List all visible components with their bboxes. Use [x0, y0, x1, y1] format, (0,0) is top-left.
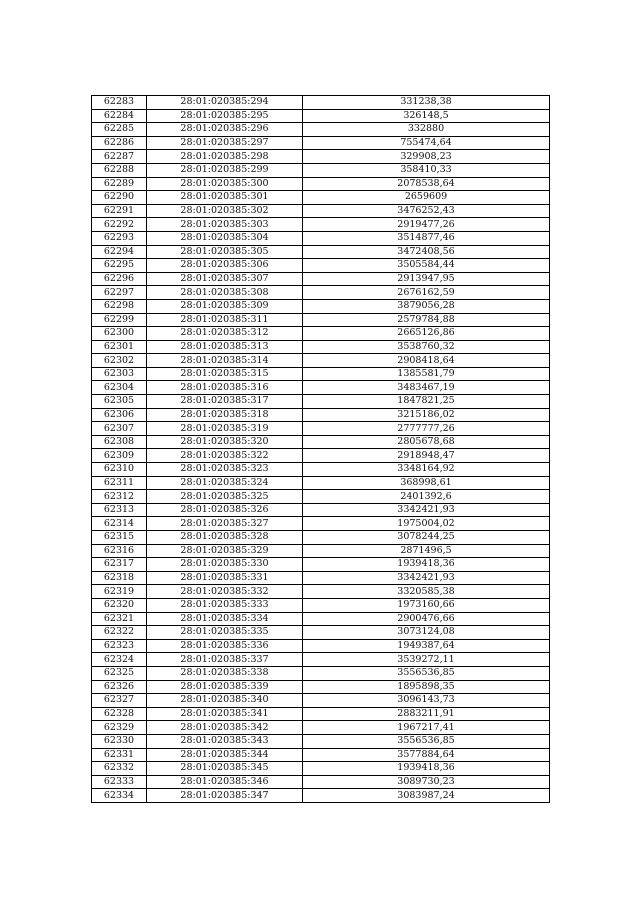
value-cell: 3514877,46 — [303, 231, 550, 245]
row-number-cell: 62298 — [92, 299, 147, 313]
cadastral-number-cell: 28:01:020385:340 — [147, 694, 303, 708]
table-row — [92, 476, 550, 490]
table-row — [92, 503, 550, 517]
cadastral-number-cell: 28:01:020385:299 — [147, 163, 303, 177]
value-cell: 3342421,93 — [303, 571, 550, 585]
value-cell: 2900476,66 — [303, 612, 550, 626]
cadastral-number-cell: 28:01:020385:341 — [147, 707, 303, 721]
row-number-cell: 62305 — [92, 395, 147, 409]
table-row — [92, 395, 550, 409]
cadastral-number-cell: 28:01:020385:346 — [147, 775, 303, 789]
value-cell: 1967217,41 — [303, 721, 550, 735]
value-cell: 1895898,35 — [303, 680, 550, 694]
row-number-cell: 62297 — [92, 286, 147, 300]
table-row — [92, 245, 550, 259]
row-number-cell: 62304 — [92, 381, 147, 395]
row-number-cell: 62308 — [92, 435, 147, 449]
cadastral-number-cell: 28:01:020385:317 — [147, 395, 303, 409]
row-number-cell: 62320 — [92, 598, 147, 612]
table-row — [92, 299, 550, 313]
table-row — [92, 422, 550, 436]
row-number-cell: 62327 — [92, 694, 147, 708]
row-number-cell: 62283 — [92, 96, 147, 110]
table-row — [92, 598, 550, 612]
value-cell: 3556536,85 — [303, 666, 550, 680]
cadastral-number-cell: 28:01:020385:300 — [147, 177, 303, 191]
value-cell: 2659609 — [303, 191, 550, 205]
value-cell: 1949387,64 — [303, 639, 550, 653]
table-row — [92, 748, 550, 762]
row-number-cell: 62290 — [92, 191, 147, 205]
row-number-cell: 62315 — [92, 531, 147, 545]
value-cell: 2665126,86 — [303, 327, 550, 341]
value-cell: 2908418,64 — [303, 354, 550, 368]
table-row — [92, 585, 550, 599]
table-row — [92, 490, 550, 504]
table-row — [92, 96, 550, 110]
cadastral-number-cell: 28:01:020385:345 — [147, 762, 303, 776]
table-row — [92, 408, 550, 422]
cadastral-number-cell: 28:01:020385:325 — [147, 490, 303, 504]
row-number-cell: 62310 — [92, 463, 147, 477]
value-cell: 3342421,93 — [303, 503, 550, 517]
cadastral-number-cell: 28:01:020385:313 — [147, 340, 303, 354]
value-cell: 3078244,25 — [303, 531, 550, 545]
table-row — [92, 558, 550, 572]
value-cell: 3073124,08 — [303, 626, 550, 640]
cadastral-number-cell: 28:01:020385:328 — [147, 531, 303, 545]
cadastral-number-cell: 28:01:020385:294 — [147, 96, 303, 110]
row-number-cell: 62323 — [92, 639, 147, 653]
value-cell: 2805678,68 — [303, 435, 550, 449]
table-row — [92, 775, 550, 789]
value-cell: 2871496,5 — [303, 544, 550, 558]
cadastral-number-cell: 28:01:020385:322 — [147, 449, 303, 463]
cadastral-number-cell: 28:01:020385:308 — [147, 286, 303, 300]
table-row — [92, 449, 550, 463]
value-cell: 1973160,66 — [303, 598, 550, 612]
row-number-cell: 62294 — [92, 245, 147, 259]
table-row — [92, 327, 550, 341]
value-cell: 3879056,28 — [303, 299, 550, 313]
row-number-cell: 62313 — [92, 503, 147, 517]
value-cell: 3215186,02 — [303, 408, 550, 422]
table-row — [92, 354, 550, 368]
table-row — [92, 340, 550, 354]
value-cell: 3320585,38 — [303, 585, 550, 599]
table-row — [92, 259, 550, 273]
cadastral-number-cell: 28:01:020385:338 — [147, 666, 303, 680]
table-row — [92, 531, 550, 545]
cadastral-number-cell: 28:01:020385:337 — [147, 653, 303, 667]
table-row — [92, 707, 550, 721]
cadastral-number-cell: 28:01:020385:312 — [147, 327, 303, 341]
row-number-cell: 62306 — [92, 408, 147, 422]
value-cell: 2883211,91 — [303, 707, 550, 721]
row-number-cell: 62319 — [92, 585, 147, 599]
table-row — [92, 571, 550, 585]
row-number-cell: 62295 — [92, 259, 147, 273]
row-number-cell: 62296 — [92, 272, 147, 286]
cadastral-number-cell: 28:01:020385:318 — [147, 408, 303, 422]
row-number-cell: 62312 — [92, 490, 147, 504]
table-row — [92, 204, 550, 218]
cadastral-number-cell: 28:01:020385:302 — [147, 204, 303, 218]
row-number-cell: 62289 — [92, 177, 147, 191]
cadastral-number-cell: 28:01:020385:296 — [147, 123, 303, 137]
value-cell: 1939418,36 — [303, 558, 550, 572]
value-cell: 2676162,59 — [303, 286, 550, 300]
row-number-cell: 62292 — [92, 218, 147, 232]
row-number-cell: 62301 — [92, 340, 147, 354]
value-cell: 2918948,47 — [303, 449, 550, 463]
cadastral-number-cell: 28:01:020385:332 — [147, 585, 303, 599]
table-row — [92, 517, 550, 531]
table-row — [92, 612, 550, 626]
row-number-cell: 62307 — [92, 422, 147, 436]
row-number-cell: 62329 — [92, 721, 147, 735]
row-number-cell: 62303 — [92, 367, 147, 381]
cadastral-number-cell: 28:01:020385:298 — [147, 150, 303, 164]
table-row — [92, 544, 550, 558]
table-row — [92, 163, 550, 177]
cadastral-number-cell: 28:01:020385:305 — [147, 245, 303, 259]
row-number-cell: 62333 — [92, 775, 147, 789]
table-row — [92, 435, 550, 449]
table-row — [92, 136, 550, 150]
table-row — [92, 762, 550, 776]
table-row — [92, 367, 550, 381]
cadastral-number-cell: 28:01:020385:304 — [147, 231, 303, 245]
value-cell: 332880 — [303, 123, 550, 137]
row-number-cell: 62285 — [92, 123, 147, 137]
value-cell: 2401392,6 — [303, 490, 550, 504]
table-row — [92, 381, 550, 395]
row-number-cell: 62286 — [92, 136, 147, 150]
value-cell: 3476252,43 — [303, 204, 550, 218]
table-row — [92, 286, 550, 300]
cadastral-number-cell: 28:01:020385:336 — [147, 639, 303, 653]
row-number-cell: 62318 — [92, 571, 147, 585]
row-number-cell: 62293 — [92, 231, 147, 245]
cadastral-number-cell: 28:01:020385:303 — [147, 218, 303, 232]
row-number-cell: 62288 — [92, 163, 147, 177]
row-number-cell: 62309 — [92, 449, 147, 463]
row-number-cell: 62322 — [92, 626, 147, 640]
cadastral-number-cell: 28:01:020385:329 — [147, 544, 303, 558]
value-cell: 3577884,64 — [303, 748, 550, 762]
row-number-cell: 62325 — [92, 666, 147, 680]
cadastral-number-cell: 28:01:020385:339 — [147, 680, 303, 694]
cadastral-number-cell: 28:01:020385:347 — [147, 789, 303, 803]
cadastral-number-cell: 28:01:020385:335 — [147, 626, 303, 640]
cadastral-number-cell: 28:01:020385:311 — [147, 313, 303, 327]
row-number-cell: 62284 — [92, 109, 147, 123]
cadastral-number-cell: 28:01:020385:314 — [147, 354, 303, 368]
value-cell: 1975004,02 — [303, 517, 550, 531]
table-row — [92, 123, 550, 137]
value-cell: 326148,5 — [303, 109, 550, 123]
row-number-cell: 62326 — [92, 680, 147, 694]
cadastral-value-table — [91, 95, 550, 803]
cadastral-number-cell: 28:01:020385:324 — [147, 476, 303, 490]
cadastral-number-cell: 28:01:020385:315 — [147, 367, 303, 381]
cadastral-number-cell: 28:01:020385:331 — [147, 571, 303, 585]
table-row — [92, 721, 550, 735]
row-number-cell: 62330 — [92, 734, 147, 748]
table-row — [92, 680, 550, 694]
row-number-cell: 62311 — [92, 476, 147, 490]
table-row — [92, 177, 550, 191]
value-cell: 2777777,26 — [303, 422, 550, 436]
value-cell: 3505584,44 — [303, 259, 550, 273]
cadastral-number-cell: 28:01:020385:320 — [147, 435, 303, 449]
value-cell: 3539272,11 — [303, 653, 550, 667]
cadastral-number-cell: 28:01:020385:327 — [147, 517, 303, 531]
value-cell: 2579784,88 — [303, 313, 550, 327]
cadastral-number-cell: 28:01:020385:319 — [147, 422, 303, 436]
table-row — [92, 653, 550, 667]
row-number-cell: 62291 — [92, 204, 147, 218]
table-row — [92, 109, 550, 123]
value-cell: 358410,33 — [303, 163, 550, 177]
table-row — [92, 626, 550, 640]
row-number-cell: 62300 — [92, 327, 147, 341]
value-cell: 1385581,79 — [303, 367, 550, 381]
value-cell: 1847821,25 — [303, 395, 550, 409]
row-number-cell: 62332 — [92, 762, 147, 776]
value-cell: 3089730,23 — [303, 775, 550, 789]
row-number-cell: 62317 — [92, 558, 147, 572]
value-cell: 3083987,24 — [303, 789, 550, 803]
row-number-cell: 62328 — [92, 707, 147, 721]
value-cell: 2919477,26 — [303, 218, 550, 232]
value-cell: 1939418,36 — [303, 762, 550, 776]
cadastral-number-cell: 28:01:020385:330 — [147, 558, 303, 572]
row-number-cell: 62287 — [92, 150, 147, 164]
value-cell: 3348164,92 — [303, 463, 550, 477]
table-row — [92, 789, 550, 803]
cadastral-number-cell: 28:01:020385:297 — [147, 136, 303, 150]
value-cell: 3472408,56 — [303, 245, 550, 259]
table-row — [92, 231, 550, 245]
cadastral-number-cell: 28:01:020385:342 — [147, 721, 303, 735]
row-number-cell: 62316 — [92, 544, 147, 558]
value-cell: 3556536,85 — [303, 734, 550, 748]
row-number-cell: 62314 — [92, 517, 147, 531]
cadastral-number-cell: 28:01:020385:307 — [147, 272, 303, 286]
cadastral-number-cell: 28:01:020385:295 — [147, 109, 303, 123]
cadastral-number-cell: 28:01:020385:326 — [147, 503, 303, 517]
row-number-cell: 62331 — [92, 748, 147, 762]
row-number-cell: 62302 — [92, 354, 147, 368]
value-cell: 2913947,95 — [303, 272, 550, 286]
table-row — [92, 639, 550, 653]
value-cell: 2078538,64 — [303, 177, 550, 191]
value-cell: 368998,61 — [303, 476, 550, 490]
value-cell: 3483467,19 — [303, 381, 550, 395]
value-cell: 755474,64 — [303, 136, 550, 150]
table-row — [92, 313, 550, 327]
table-row — [92, 272, 550, 286]
cadastral-number-cell: 28:01:020385:306 — [147, 259, 303, 273]
cadastral-number-cell: 28:01:020385:343 — [147, 734, 303, 748]
row-number-cell: 62324 — [92, 653, 147, 667]
table-row — [92, 734, 550, 748]
cadastral-number-cell: 28:01:020385:344 — [147, 748, 303, 762]
table-row — [92, 694, 550, 708]
table-row — [92, 666, 550, 680]
table-row — [92, 463, 550, 477]
value-cell: 329908,23 — [303, 150, 550, 164]
row-number-cell: 62334 — [92, 789, 147, 803]
cadastral-number-cell: 28:01:020385:333 — [147, 598, 303, 612]
value-cell: 331238,38 — [303, 96, 550, 110]
cadastral-number-cell: 28:01:020385:323 — [147, 463, 303, 477]
value-cell: 3538760,32 — [303, 340, 550, 354]
row-number-cell: 62299 — [92, 313, 147, 327]
row-number-cell: 62321 — [92, 612, 147, 626]
table-row — [92, 191, 550, 205]
table-row — [92, 218, 550, 232]
table-row — [92, 150, 550, 164]
cadastral-number-cell: 28:01:020385:309 — [147, 299, 303, 313]
cadastral-number-cell: 28:01:020385:301 — [147, 191, 303, 205]
cadastral-number-cell: 28:01:020385:334 — [147, 612, 303, 626]
cadastral-number-cell: 28:01:020385:316 — [147, 381, 303, 395]
table-body — [92, 96, 550, 803]
value-cell: 3096143,73 — [303, 694, 550, 708]
